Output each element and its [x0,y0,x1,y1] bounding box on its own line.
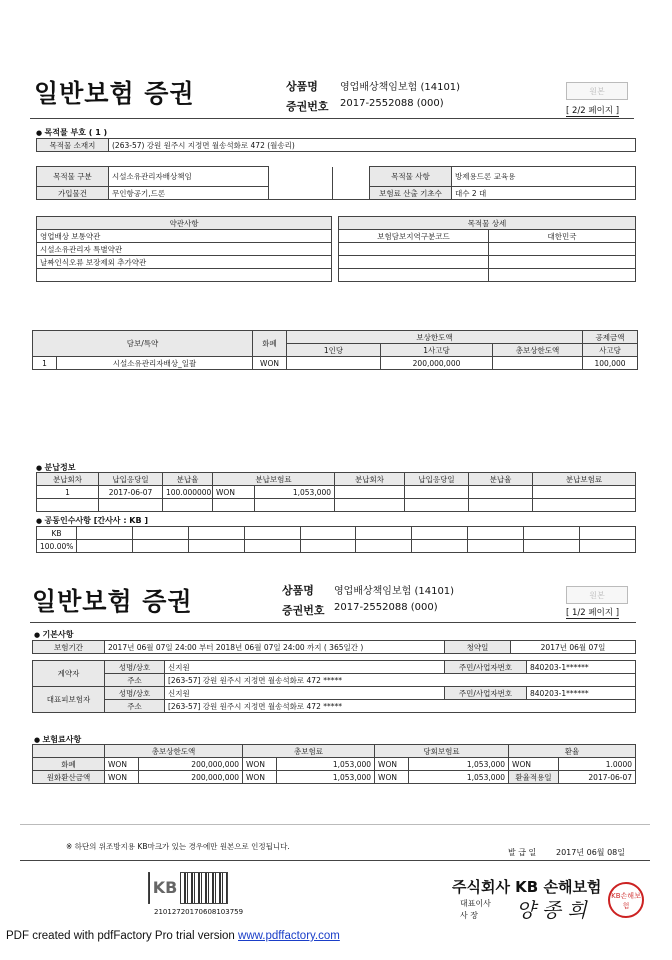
top-policy-value: 2017-2552088 (000) [340,98,444,109]
coverage-deductible-top-header: 공제금액 [583,331,638,344]
premium-cell: WON [509,758,559,771]
object-detail-table [338,216,636,282]
ceo-label-1: 대표이사 [460,899,491,908]
premium-cell: 200,000,000 [139,758,243,771]
coverage-per-person-header: 1인당 [287,344,381,357]
object-info-table [36,166,636,200]
premium-cell: WON [105,758,139,771]
clauses-table [36,216,332,282]
contractor-name: 신지원 [165,661,445,674]
ceo-signature: 양 종 희 [516,898,587,922]
object-use-value: 방제용드론 교육용 [452,167,636,187]
coverage-deductible-header: 사고당 [583,344,638,357]
contractor-name-label: 성명/상호 [105,661,165,674]
installment-row-amount: 1,053,000 [255,486,335,499]
installment-header-amount-2: 분납보험료 [533,473,636,486]
company-name: 주식회사 KB 손해보험 [452,878,602,896]
coverage-row-total [493,357,583,370]
premium-current-header: 당회보험료 [375,745,509,758]
insured-name: 신지원 [165,687,445,700]
installment-header-round: 분납회차 [37,473,99,486]
insured-id-label: 주민/사업자번호 [445,687,527,700]
coverage-row-deductible: 100,000 [583,357,638,370]
object-detail-value: 대한민국 [489,230,636,243]
installment-row-rate: 100.000000 [163,486,213,499]
top-policy-label: 증권번호 [286,100,329,113]
table-row [33,771,636,784]
premium-cell: 1.0000 [559,758,636,771]
premium-exchange-header: 환율 [509,745,636,758]
premium-cell: 1,053,000 [277,771,375,784]
object-basis-label: 보험료 산출 기초수 [370,187,452,200]
premium-section-title: ● 보험료사항 [34,734,81,745]
table-row [33,758,636,771]
object-location-label: 목적물 소재지 [37,139,109,152]
premium-cell: 환율적용일 [509,771,559,784]
installment-header-date-2: 납입응당일 [405,473,469,486]
co-insurance-table [36,526,636,553]
object-type-label: 목적물 구분 [37,167,109,187]
coverage-total-header: 총보상한도액 [493,344,583,357]
bottom-product-value: 영업배상책임보험 (14101) [334,586,455,597]
premium-row-label: 화폐 [33,758,105,771]
installment-header-amount: 분납보험료 [213,473,335,486]
premium-cell: WON [375,758,409,771]
installment-table [36,472,636,512]
object-subscription-label: 가입물건 [37,187,109,200]
insured-name-label: 성명/상호 [105,687,165,700]
contract-date-value: 2017년 06월 07일 [511,641,636,654]
ceo-label-2: 사 장 [460,911,478,920]
coverage-limit-header: 보상한도액 [287,331,583,344]
coverage-row-currency: WON [253,357,287,370]
co-insurance-company: KB [37,527,77,540]
premium-cell: WON [243,771,277,784]
bottom-policy-value: 2017-2552088 (000) [334,602,438,613]
table-row [37,486,636,499]
premium-cell: 1,053,000 [409,758,509,771]
object-detail-header: 목적물 상세 [339,217,636,230]
bottom-page-title: 일반보험 증권 [32,587,193,616]
period-table [32,640,636,654]
coverage-item-header: 담보/특약 [33,331,253,357]
kb-mark-logo: KB [150,872,180,904]
installment-section-title: ● 분납정보 [36,462,75,473]
object-location-table [36,138,636,152]
co-insurance-share: 100.00% [37,540,77,553]
clause-item: 시설소유관리자 특별약관 [37,243,332,256]
premium-total-limit-header: 총보상한도액 [105,745,243,758]
footer-notice: ※ 하단의 위조방지용 KB마크가 있는 경우에만 원본으로 인정됩니다. [66,842,290,851]
object-subscription-value: 무인항공기,드론 [109,187,269,200]
parties-table [32,660,636,713]
installment-header-rate: 분납율 [163,473,213,486]
premium-cell: 2017-06-07 [559,771,636,784]
issue-date-label: 발 급 일 [508,848,537,857]
top-product-label: 상품명 [286,80,318,93]
bottom-copy-tag: 원본 [566,586,628,604]
object-type-value: 시설소유관리자배상책임 [109,167,269,187]
table-row [33,357,638,370]
insured-label: 대표피보험자 [33,687,105,713]
coverage-row-item: 시설소유관리자배상_일괄 [57,357,253,370]
premium-row-label: 원화환산금액 [33,771,105,784]
insured-address: [263-57] 강원 원주시 지정면 월송석화로 472 ***** [165,700,636,713]
top-copy-tag: 원본 [566,82,628,100]
coverage-row-per-accident: 200,000,000 [381,357,493,370]
coverage-row-no: 1 [33,357,57,370]
contractor-label: 계약자 [33,661,105,687]
coverage-row-per-person [287,357,381,370]
object-use-label: 목적물 사항 [370,167,452,187]
premium-table [32,744,636,784]
installment-header-round-2: 분납회차 [335,473,405,486]
premium-cell: 1,053,000 [277,758,375,771]
co-insurance-section-title: ● 공동인수사항 [간사사 : KB ] [36,515,148,526]
clause-item: 영업배상 보통약관 [37,230,332,243]
installment-header-rate-2: 분납율 [469,473,533,486]
object-basis-value: 대수 2 대 [452,187,636,200]
bottom-policy-label: 증권번호 [282,604,325,617]
installment-header-date: 납입응당일 [99,473,163,486]
top-page-indicator: [ 2/2 페이지 ] [566,106,620,116]
pdf-factory-link[interactable]: www.pdffactory.com [238,930,340,942]
company-seal: KB손해보험 [608,882,644,918]
contractor-address-label: 주소 [105,674,165,687]
period-label: 보험기간 [33,641,105,654]
top-page-title: 일반보험 증권 [34,79,195,108]
contractor-id: 840203-1****** [527,661,636,674]
issue-date: 2017년 06월 08일 [556,848,625,857]
pdf-notice [6,930,340,942]
contract-date-label: 청약일 [445,641,511,654]
installment-row-date: 2017-06-07 [99,486,163,499]
clause-item: 날짜인식오류 보장제외 추가약관 [37,256,332,269]
clauses-header: 약관사항 [37,217,332,230]
premium-cell: WON [243,758,277,771]
contractor-id-label: 주민/사업자번호 [445,661,527,674]
insured-id: 840203-1****** [527,687,636,700]
bottom-page-indicator: [ 1/2 페이지 ] [566,608,620,618]
period-value: 2017년 06월 07일 24:00 부터 2018년 06월 07일 24:00 까지 ( 365일간 ) [105,641,445,654]
top-product-value: 영업배상책임보험 (14101) [340,82,461,93]
contractor-address: [263-57] 강원 원주시 지정면 월송석화로 472 ***** [165,674,636,687]
bottom-product-label: 상품명 [282,584,314,597]
installment-row-no: 1 [37,486,99,499]
basic-section-title: ● 기본사항 [34,629,73,640]
insured-address-label: 주소 [105,700,165,713]
premium-cell: 1,053,000 [409,771,509,784]
premium-total-premium-header: 총보험료 [243,745,375,758]
premium-cell: WON [105,771,139,784]
installment-row-currency: WON [213,486,255,499]
object-detail-label: 보험담보지역구분코드 [339,230,489,243]
premium-cell: WON [375,771,409,784]
coverage-currency-header: 화폐 [253,331,287,357]
pdf-notice-text: PDF created with pdfFactory Pro trial version [6,930,235,942]
coverage-per-accident-header: 1사고당 [381,344,493,357]
object-location-value: (263-57) 강원 원주시 지정면 월송석화로 472 (월송리) [109,139,636,152]
object-section-title: ● 목적물 부호 ( 1 ) [36,127,107,138]
barcode-number: 21012720170608103759 [154,908,244,916]
coverage-table [32,330,638,370]
premium-cell: 200,000,000 [139,771,243,784]
